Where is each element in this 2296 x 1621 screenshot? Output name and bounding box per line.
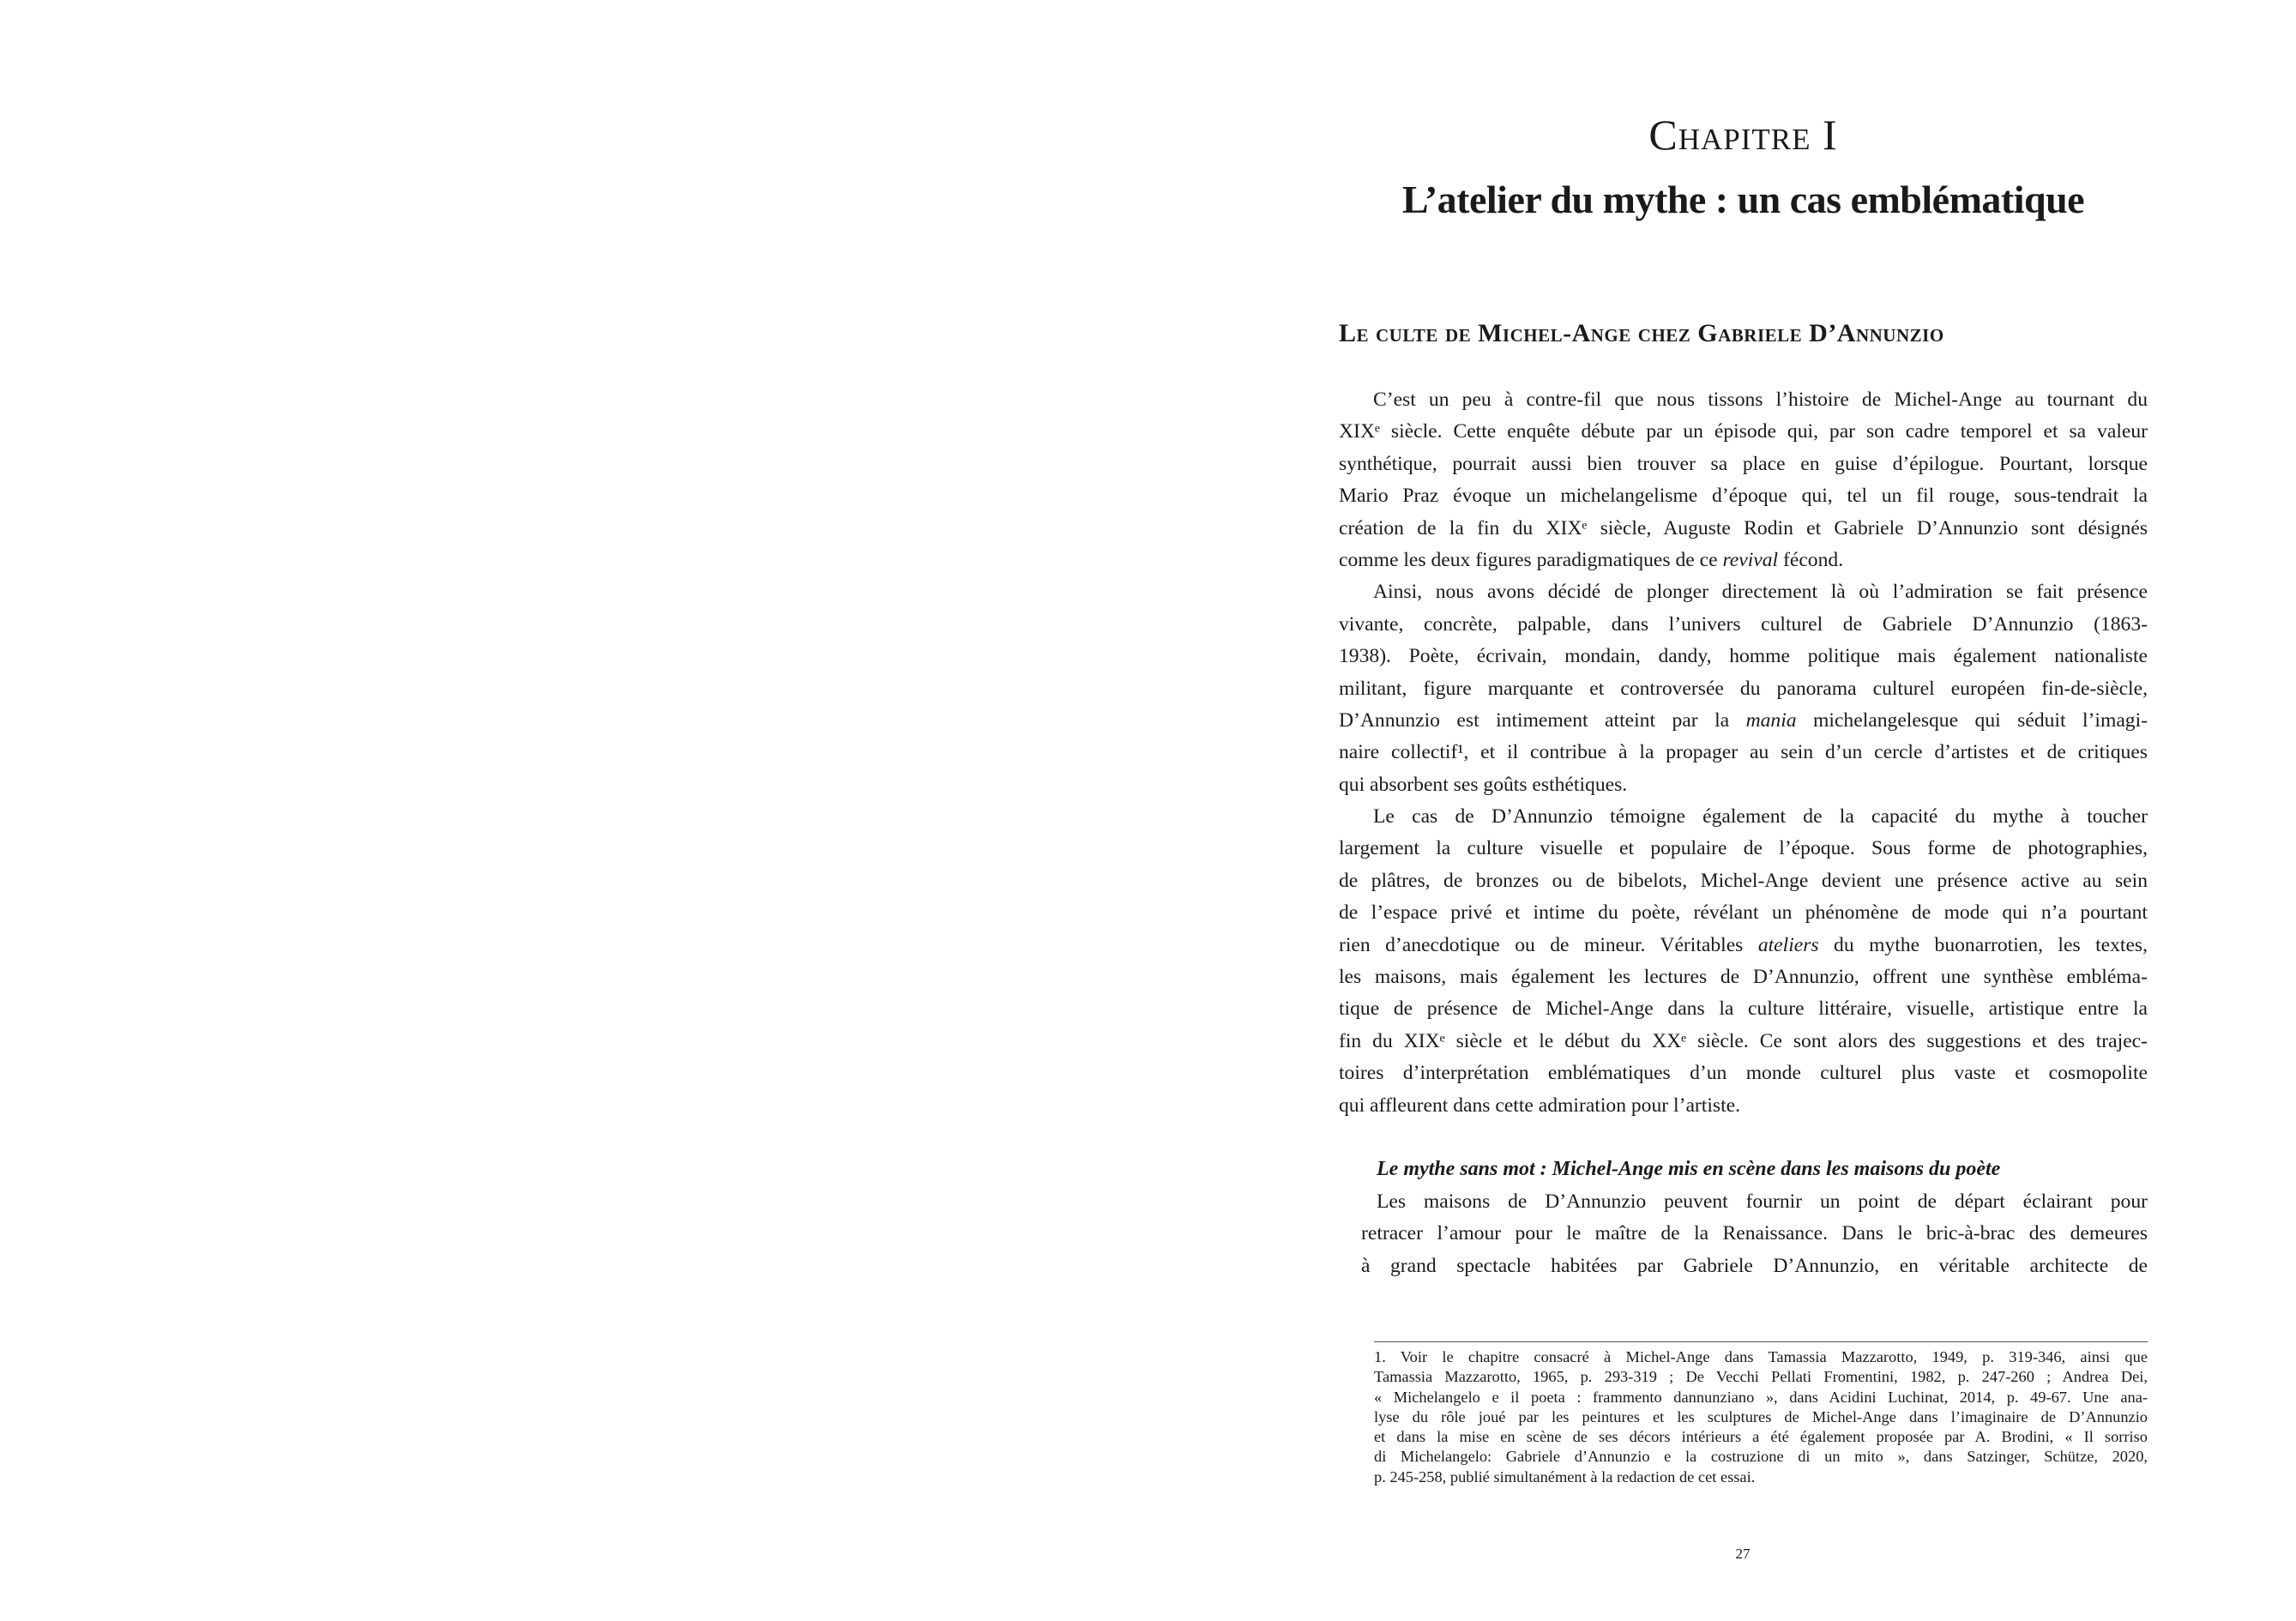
text-line [1339,545,2148,576]
text-line [1339,993,2148,1025]
text-line [1339,833,2148,865]
text-segment: XIXᵉ siècle. Cette enquête débute par un épisode qui, par son cadre temporel et sa valeur [1339,420,2148,443]
text-line [1339,961,2148,993]
text-segment: militant, figure marquante et controversée du panorama culturel européen fin-de-siècle, [1339,677,2148,700]
text-line [1339,865,2148,897]
footnote-line: lyse du rôle joué par les peintures et les sculptures de Michel-Ange dans l’imaginaire de D’Annunzio [1374,1407,2148,1425]
text-segment: à grand spectacle habitées par Gabriele D’Annunzio, en véritable architecte de [1361,1254,2148,1277]
spacer [1339,1122,2148,1154]
text-line [1339,769,2148,801]
chapter-number: Chapitre I [1648,111,1838,159]
text-line [1339,801,2148,833]
subheading: Le mythe sans mot : Michel-Ange mis en scène dans les maisons du poète [1377,1158,2001,1181]
text-segment: Les maisons de D’Annunzio peuvent fournir un point de départ éclairant pour [1377,1190,2148,1213]
text-line [1339,416,2148,448]
text-segment: fécond. [1778,548,1844,571]
text-segment: naire collectif¹, et il contribue à la propager au sein d’un cercle d’artistes et de critiques [1339,741,2148,764]
text-segment: retracer l’amour pour le maître de la Renaissance. Dans le bric-à-brac des demeures [1361,1222,2148,1245]
text-segment: michelangelesque qui séduit l’imagi- [1796,708,2148,732]
text-segment: vivante, concrète, palpable, dans l’univers culturel de Gabriele D’Annunzio (1863- [1339,612,2148,636]
footnote-line: Tamassia Mazzarotto, 1965, p. 293-319 ; De Vecchi Pellati Fromentini, 1982, p. 247-260 ; Andrea Dei, [1374,1368,2148,1386]
italic-term: ateliers [1757,933,1819,956]
footnote-line: et dans la mise en scène de ses décors intérieurs a été également proposée par A. Brodini, « Il sorriso [1374,1428,2148,1446]
footnote-line: di Michelangelo: Gabriele d’Annunzio e la costruzione di un mito », dans Satzinger, Schütze, 2020, [1374,1448,2148,1466]
text-line [1339,1186,2148,1218]
text-segment: de l’espace privé et intime du poète, révélant un phénomène de mode qui n’a pourtant [1339,901,2148,925]
text-line [1339,673,2148,705]
text-segment: du mythe buonarrotien, les textes, [1818,933,2148,956]
text-line [1339,897,2148,929]
text-segment: tique de présence de Michel-Ange dans la culture littéraire, visuelle, artistique entre la [1339,997,2148,1021]
text-segment: de plâtres, de bronzes ou de bibelots, Michel-Ange devient une présence active au sein [1339,869,2148,892]
text-segment: les maisons, mais également les lectures de D’Annunzio, offrent une synthèse embléma- [1339,966,2148,989]
text-line [1339,1026,2148,1058]
footnote-rule [1374,1341,2148,1342]
text-segment: comme les deux figures paradigmatiques de ce [1339,548,1723,571]
text-segment: 1938). Poète, écrivain, mondain, dandy, homme politique mais également nationaliste [1339,645,2148,668]
text-segment: Ainsi, nous avons décidé de plonger directement là où l’admiration se fait présence [1373,581,2148,604]
chapter-title: L’atelier du mythe : un cas emblématique [1401,178,2085,221]
text-line [1339,609,2148,641]
text-line [1339,576,2148,608]
section-heading: Le culte de Michel-Ange chez Gabriele D’Annunzio [1339,319,1944,347]
text-line [1339,480,2148,512]
text-line [1339,641,2148,672]
text-line [1339,1218,2148,1250]
italic-term: mania [1745,708,1797,732]
text-segment: qui affleurent dans cette admiration pour l’artiste. [1339,1094,1740,1117]
footnote [1374,1347,2148,1487]
footnote-line: 1. Voir le chapitre consacré à Michel-Ange dans Tamassia Mazzarotto, 1949, p. 319-346, ainsi que [1374,1348,2148,1365]
footnote-line: p. 245-258, publié simultanément à la redaction de cet essai. [1374,1467,1756,1485]
text-segment: qui absorbent ses goûts esthétiques. [1339,773,1628,796]
text-segment: rien d’anecdotique ou de mineur. Véritables [1339,933,1758,956]
text-line [1339,513,2148,545]
text-line [1339,384,2148,416]
text-segment: création de la fin du XIXᵉ siècle, Auguste Rodin et Gabriele D’Annunzio sont désignés [1339,516,2148,539]
text-line [1339,1058,2148,1089]
text-segment: D’Annunzio est intimement atteint par la [1339,708,1746,732]
text-line [1339,1090,2148,1122]
text-segment: fin du XIXᵉ siècle et le début du XXᵉ siècle. Ce sont alors des suggestions et des trajec- [1339,1029,2148,1052]
text-line [1339,1250,2148,1282]
text-segment: Le cas de D’Annunzio témoigne également de la capacité du mythe à toucher [1373,805,2148,829]
text-line [1339,737,2148,768]
text-segment: Mario Praz évoque un michelangelisme d’époque qui, tel un fil rouge, sous-tendrait la [1339,485,2148,508]
footnote-line: « Michelangelo e il poeta : frammento dannunziano », dans Acidini Luchinat, 2014, p. 49-67. Une ana- [1374,1388,2148,1406]
text-line [1339,705,2148,737]
text-segment: synthétique, pourrait aussi bien trouver sa place en guise d’épilogue. Pourtant, lorsque [1339,452,2148,475]
text-segment: C’est un peu à contre-fil que nous tissons l’histoire de Michel-Ange au tournant du [1373,389,2148,411]
page-number: 27 [1735,1546,1751,1562]
body-text [1339,384,2148,1282]
text-segment: toires d’interprétation emblématiques d’un monde culturel plus vaste et cosmopolite [1339,1062,2148,1085]
text-line [1339,930,2148,961]
italic-term: revival [1722,548,1779,571]
text-segment: largement la culture visuelle et populaire de l’époque. Sous forme de photographies, [1339,837,2148,860]
text-line [1339,449,2148,480]
